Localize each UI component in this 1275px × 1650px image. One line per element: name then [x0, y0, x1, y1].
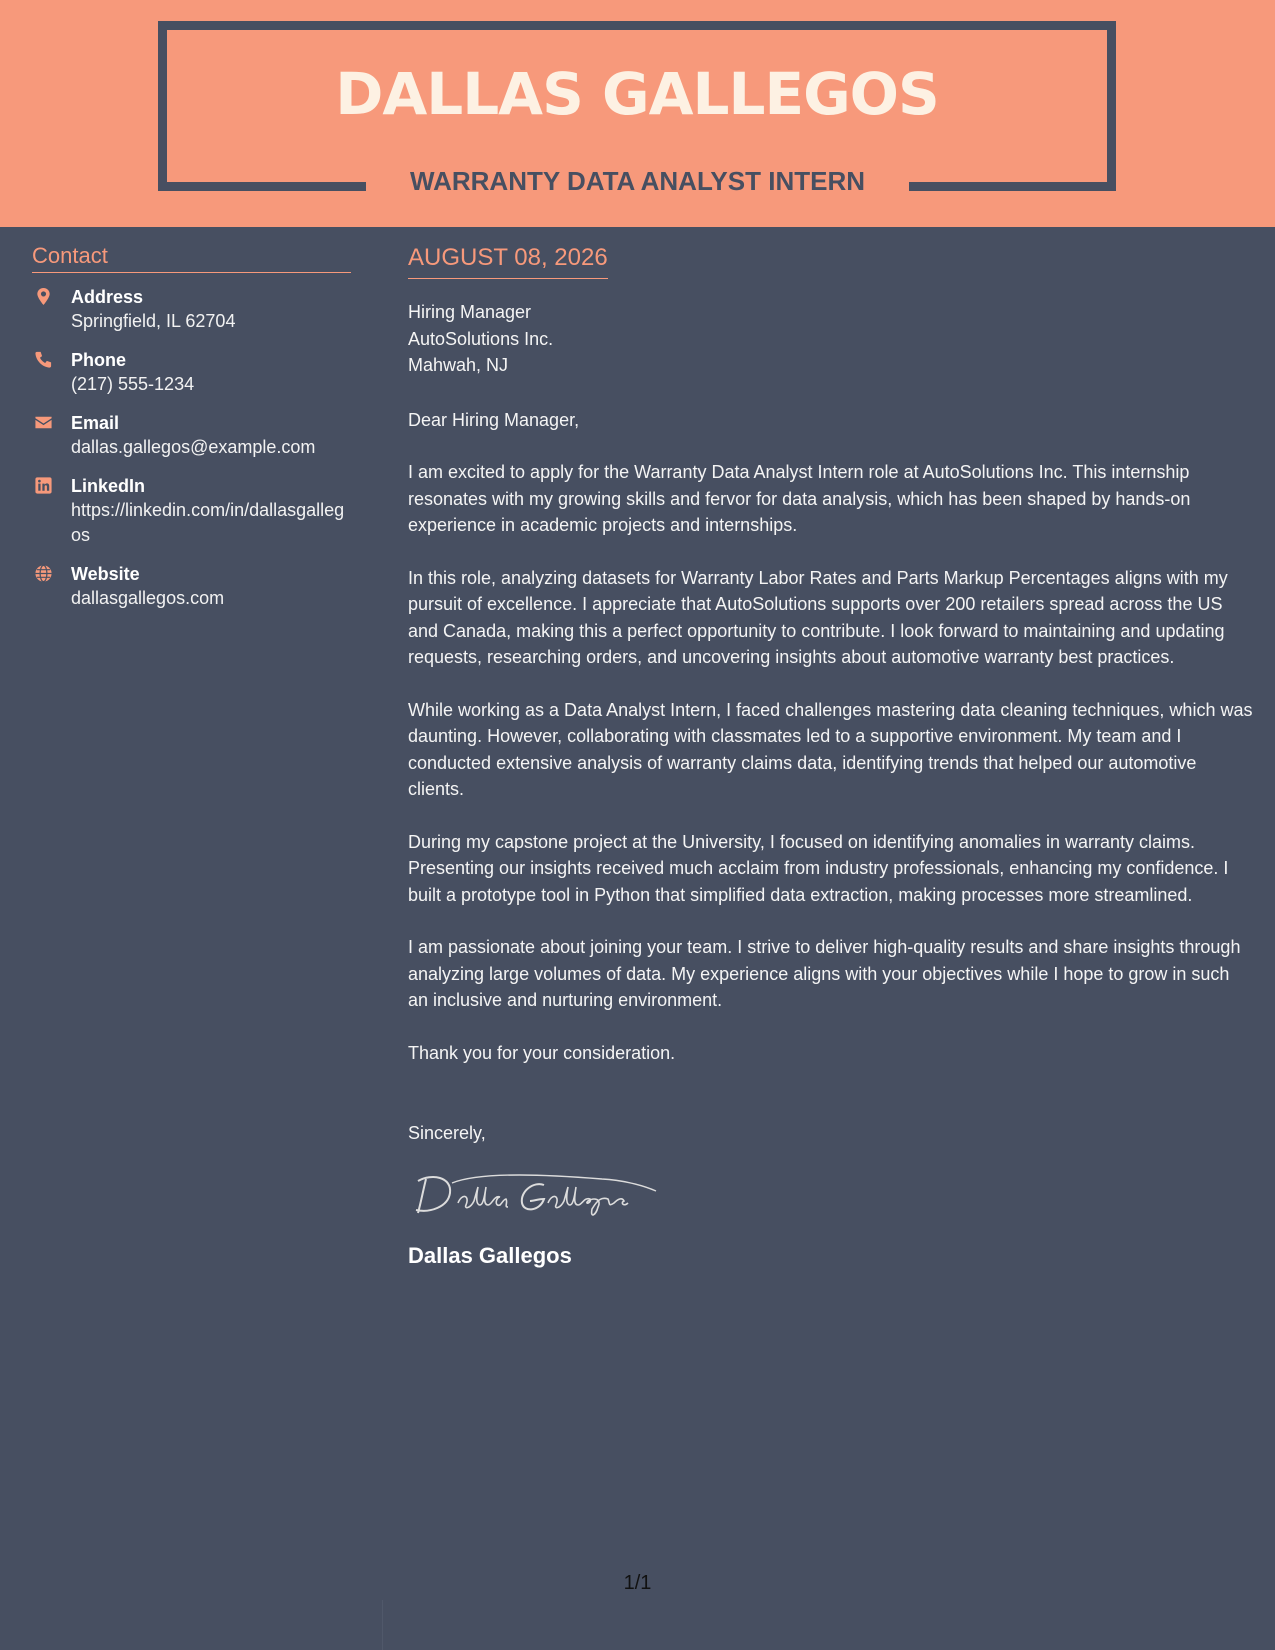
contact-label: Website — [71, 564, 140, 584]
contact-heading: Contact — [32, 243, 351, 273]
job-title: WARRANTY DATA ANALYST INTERN — [410, 166, 865, 196]
contact-email — [32, 411, 351, 460]
contact-website — [32, 562, 351, 611]
contact-linkedin — [32, 474, 351, 548]
envelope-icon — [34, 413, 53, 432]
signed-name: Dallas Gallegos — [408, 1242, 572, 1268]
linkedin-icon — [34, 476, 53, 495]
paragraph: While working as a Data Analyst Intern, I faced challenges mastering data cleaning techniques, which was daunting. However, collaborating with classmates led to a supportive environment. My team and I conducted extensive analysis of warranty claims data, identifying trends that helped our automotive clients. — [408, 699, 1253, 799]
letter-body — [408, 244, 1253, 1269]
salutation: Dear Hiring Manager, — [408, 409, 580, 430]
contact-label: Email — [71, 413, 120, 433]
map-pin-icon — [34, 287, 53, 306]
signature — [412, 1169, 662, 1221]
contact-sidebar — [32, 243, 351, 625]
contact-label: Address — [71, 287, 144, 307]
phone-icon — [34, 350, 53, 369]
recipient-company: AutoSolutions Inc. — [408, 328, 554, 349]
contact-address — [32, 285, 351, 334]
contact-list — [32, 285, 351, 611]
letter-date: AUGUST 08, 2026 — [408, 244, 608, 279]
header-banner — [0, 0, 1275, 227]
contact-value: dallas.gallegos@example.com — [71, 437, 316, 457]
contact-label: LinkedIn — [71, 476, 146, 496]
paragraph: During my capstone project at the University, I focused on identifying anomalies in warranty claims. Presenting our insights received much acclaim from industry professionals, enhancing my confidence. I built a prototype tool in Python that simplified data extraction, making processes more streamlined. — [408, 831, 1229, 905]
recipient-name: Hiring Manager — [408, 302, 532, 322]
paragraph: I am excited to apply for the Warranty Data Analyst Intern role at AutoSolutions Inc. This internship resonates with my growing skills and fervor for data analysis, which has been shaped by hands-on experience in academic projects and internships. — [408, 462, 1191, 535]
recipient-location: Mahwah, NJ — [408, 355, 509, 375]
contact-value: https://linkedin.com/in/dallasgallegos — [71, 500, 345, 545]
recipient-block — [408, 299, 1253, 379]
paragraph: I am passionate about joining your team. I strive to deliver high-quality results and share insights through analyzing large volumes of data. My experience aligns with your objectives while I hope to grow in such an inclusive and nurturing environment. — [408, 937, 1241, 1010]
paragraph: In this role, analyzing datasets for Warranty Labor Rates and Parts Markup Percentages aligns with my pursuit of excellence. I appreciate that AutoSolutions supports over 200 retailers spread across the US and Canada, making this a perfect opportunity to contribute. I look forward to maintaining and updating requests, researching orders, and uncovering insights about automotive warranty best practices. — [408, 567, 1228, 667]
globe-icon — [34, 564, 53, 583]
closing: Sincerely, — [408, 1123, 486, 1143]
contact-phone — [32, 348, 351, 397]
contact-value: Springfield, IL 62704 — [71, 311, 236, 331]
contact-label: Phone — [71, 350, 127, 370]
applicant-name: DALLAS GALLEGOS — [335, 60, 939, 128]
contact-value: (217) 555-1234 — [71, 374, 195, 394]
paragraph: Thank you for your consideration. — [408, 1042, 676, 1063]
contact-value: dallasgallegos.com — [71, 588, 225, 608]
page-number: 1/1 — [623, 1572, 652, 1594]
